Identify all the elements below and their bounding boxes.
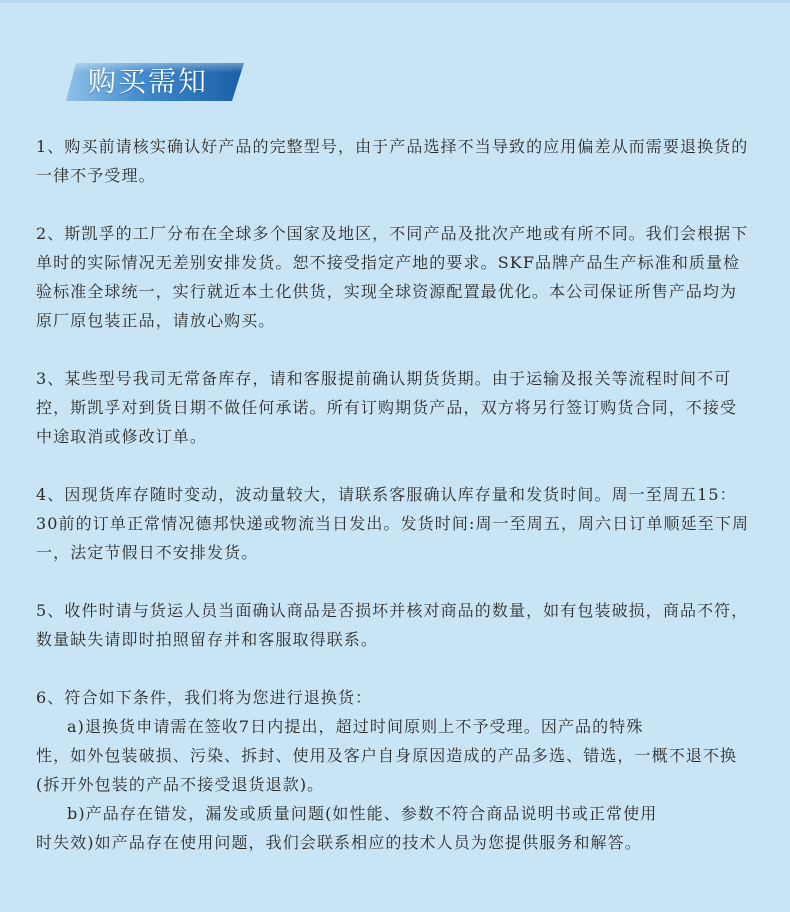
spacer [36, 190, 752, 219]
spacer [36, 451, 752, 480]
page-title: 购买需知 [88, 65, 209, 98]
title-banner [66, 63, 244, 101]
notice-item-5: 5、收件时请与货运人员当面确认商品是否损坏并核对商品的数量，如有包装破损，商品不符，数量缺失请即时拍照留存并和客服取得联系。 [36, 601, 749, 649]
top-divider [0, 0, 790, 3]
return-condition-b-rest: 时失效)如产品存在使用问题，我们会联系相应的技术人员为您提供服务和解答。 [36, 833, 642, 852]
notice-item-2: 2、斯凯孚的工厂分布在全球多个国家及地区，不同产品及批次产地或有所不同。我们会根据下单时的实际情况无差别安排发货。恕不接受指定产地的要求。SKF品牌产品生产标准和质量检验标准全球统一，实行就近本土化供货，实现全球资源配置最优化。本公司保证所售产品均为原厂原包装正品，请放心购买。 [36, 224, 749, 330]
return-condition-a-first-line: a)退换货申请需在签收7日内提出，超过时间原则上不予受理。因产品的特殊 [67, 717, 644, 736]
notice-item-1: 1、购买前请核实确认好产品的完整型号，由于产品选择不当导致的应用偏差从而需要退换货的一律不予受理。 [36, 137, 749, 185]
spacer [36, 567, 752, 596]
notice-item-3: 3、某些型号我司无常备库存，请和客服提前确认期货货期。由于运输及报关等流程时间不可控，斯凯孚对到货日期不做任何承诺。所有订购期货产品，双方将另行签订购货合同，不接受中途取消或修改订单。 [36, 369, 738, 446]
return-condition-b-first-line: b)产品存在错发，漏发或质量问题(如性能、参数不符合商品说明书或正常使用 [67, 804, 658, 823]
notice-item-6-intro: 6、符合如下条件，我们将为您进行退换货： [36, 688, 373, 707]
spacer [36, 654, 752, 683]
notice-content [36, 132, 752, 857]
return-condition-a-rest: 性，如外包装破损、污染、拆封、使用及客户自身原因造成的产品多选、错选，一概不退不换(拆开外包装的产品不接受退货退款)。 [36, 746, 738, 794]
spacer [36, 335, 752, 364]
notice-item-4: 4、因现货库存随时变动，波动量较大，请联系客服确认库存量和发货时间。周一至周五15：30前的订单正常情况德邦快递或物流当日发出。发货时间:周一至周五，周六日订单顺延至下周一，法定节假日不安排发货。 [36, 485, 750, 562]
